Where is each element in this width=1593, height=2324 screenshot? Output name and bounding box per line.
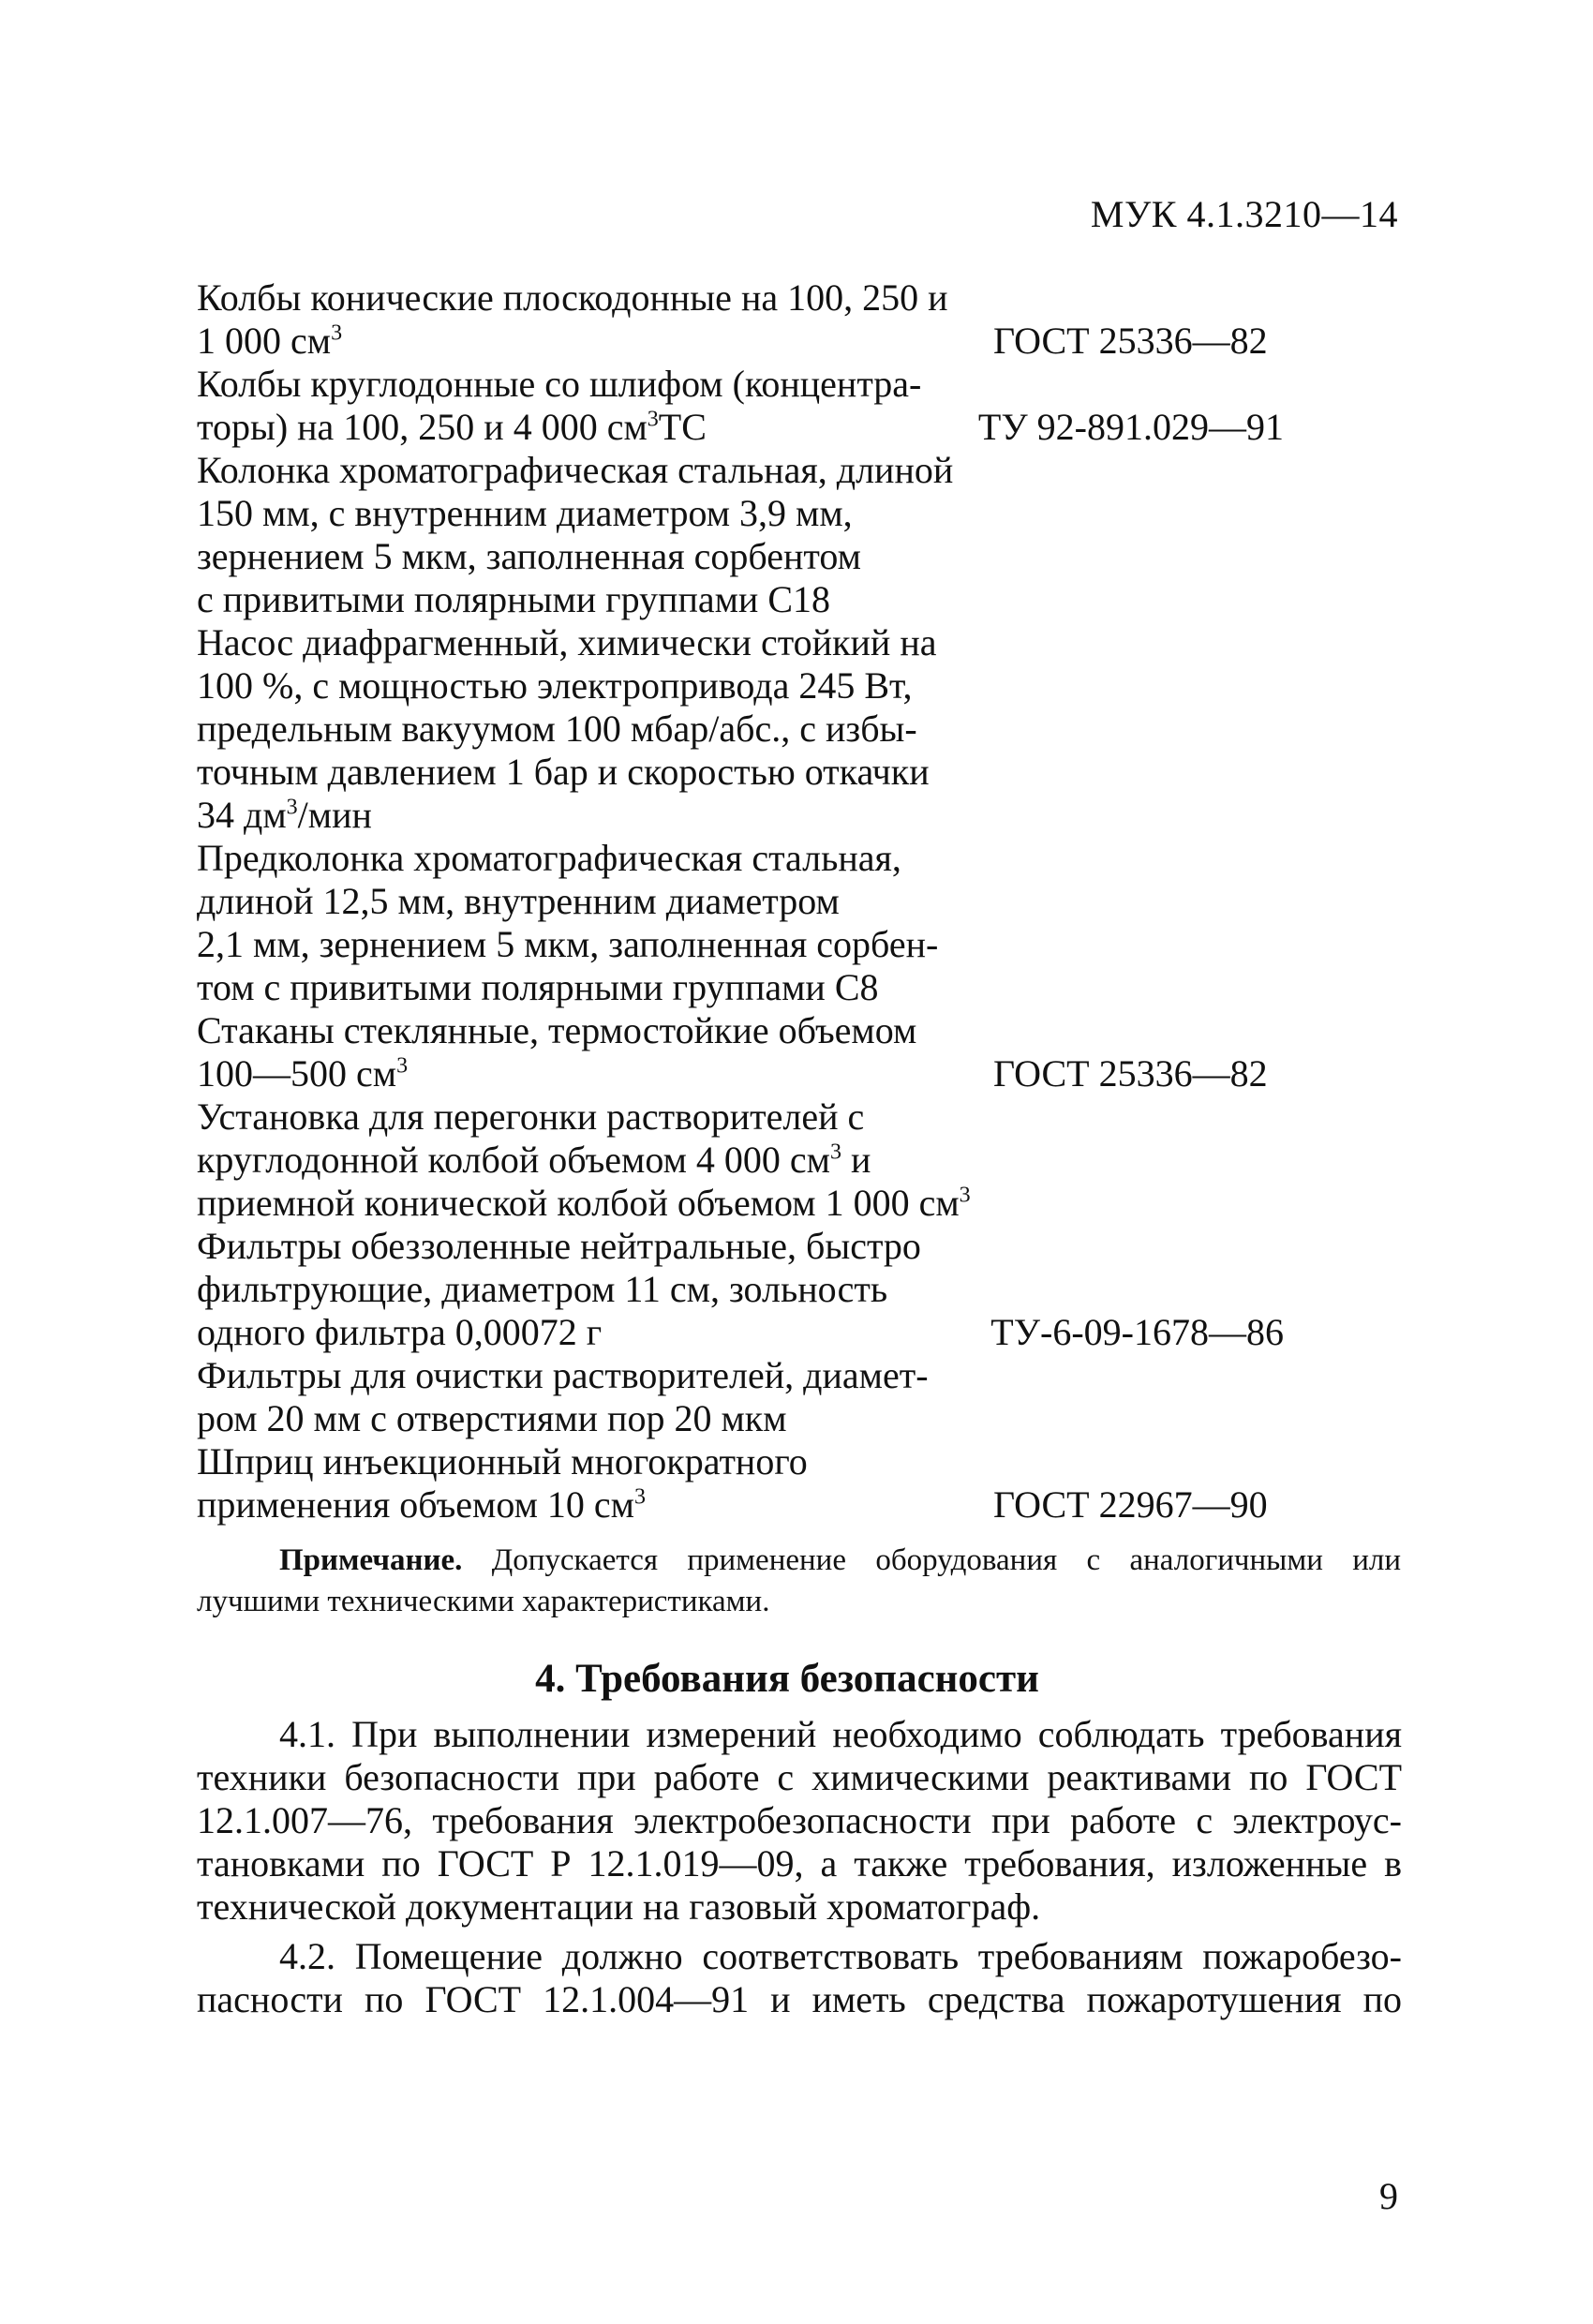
equipment-item: [197, 1225, 1284, 1354]
superscript: 3: [829, 1140, 841, 1165]
equipment-line: зернением 5 мкм, заполненная сорбентом: [197, 535, 861, 577]
section-title: [0, 1656, 1593, 1702]
equipment-line: Колбы круглодонные со шлифом (концентра-: [197, 363, 922, 405]
equipment-line: Фильтры обеззоленные нейтральные, быстро: [197, 1225, 921, 1267]
equipment-item: [197, 1354, 1284, 1440]
document-code: МУК 4.1.3210—14: [1090, 193, 1398, 235]
equipment-line: Установка для перегонки растворителей с: [197, 1095, 865, 1138]
equipment-line: ром 20 мм с отверстиями пор 20 мкм: [197, 1397, 787, 1439]
equipment-line-tail: и: [841, 1139, 871, 1181]
equipment-line: одного фильтра 0,00072 г: [197, 1311, 603, 1353]
equipment-line: применения объемом 10 см: [197, 1483, 634, 1526]
equipment-item: [197, 1095, 1284, 1225]
equipment-line: Шприц инъекционный многократного: [197, 1440, 808, 1482]
equipment-standard: ТУ-6-09-1678—86: [990, 1311, 1284, 1353]
equipment-line: 2,1 мм, зернением 5 мкм, заполненная сорбен-: [197, 923, 939, 965]
equipment-item: [197, 363, 1284, 449]
equipment-item: [197, 1440, 1284, 1527]
equipment-line: приемной конической колбой объемом 1 000 см: [197, 1182, 960, 1224]
equipment-line: 150 мм, с внутренним диаметром 3,9 мм,: [197, 492, 853, 534]
equipment-line: с привитыми полярными группами С18: [197, 578, 831, 620]
equipment-line: круглодонной колбой объемом 4 000 см: [197, 1139, 830, 1181]
paragraph-line: 4.1. При выполнении измерений необходимо соблюдать требования: [279, 1713, 1402, 1755]
equipment-line: Насос диафрагменный, химически стойкий на: [197, 621, 937, 663]
equipment-standard: ТУ 92-891.029—91: [977, 406, 1284, 448]
note-text: Допускается применение оборудования с аналогичными или: [491, 1543, 1402, 1577]
equipment-line: Колбы конические плоскодонные на 100, 250 и: [197, 276, 948, 319]
equipment-line: том с привитыми полярными группами С8: [197, 966, 879, 1008]
note-text: лучшими техническими характеристиками.: [197, 1585, 770, 1618]
note-label: Примечание.: [279, 1543, 463, 1577]
equipment-standard: ГОСТ 25336—82: [993, 320, 1268, 362]
paragraph-line: 12.1.007—76, требования электробезопасности при работе с электроус-: [197, 1799, 1402, 1841]
equipment-line-tail: /мин: [297, 794, 372, 836]
equipment-line: 100 %, с мощностью электропривода 245 Вт,: [197, 664, 913, 707]
paragraph-line: технической документации на газовый хроматограф.: [197, 1885, 1041, 1928]
paragraph-line: техники безопасности при работе с химическими реактивами по ГОСТ: [197, 1756, 1402, 1798]
equipment-line: фильтрующие, диаметром 11 см, зольность: [197, 1268, 888, 1310]
equipment-line: длиной 12,5 мм, внутренним диаметром: [197, 880, 840, 922]
paragraph-line: 4.2. Помещение должно соответствовать требованиям пожаробезо-: [279, 1935, 1402, 1977]
equipment-item: [197, 1009, 1284, 1095]
equipment-item: [197, 449, 1284, 621]
equipment-item: [197, 621, 1284, 837]
equipment-line: торы) на 100, 250 и 4 000 см: [197, 406, 648, 448]
equipment-standard: ГОСТ 22967—90: [993, 1483, 1268, 1526]
superscript: 3: [396, 1053, 409, 1079]
paragraph-4-2: [197, 1935, 1402, 2021]
equipment-line: Фильтры для очистки растворителей, диамет-: [197, 1354, 929, 1396]
paragraph-line: тановками по ГОСТ Р 12.1.019—09, а также требования, изложенные в: [197, 1842, 1402, 1885]
section-title-text: 4. Требования безопасности: [535, 1657, 1039, 1701]
equipment-line: Стаканы стеклянные, термостойкие объемом: [197, 1009, 917, 1051]
equipment-standard: ГОСТ 25336—82: [993, 1052, 1268, 1095]
superscript: 3: [633, 1484, 646, 1510]
equipment-line: предельным вакуумом 100 мбар/абс., с избы-: [197, 708, 917, 750]
note-block: [197, 1540, 1401, 1622]
equipment-item: [197, 837, 1284, 1009]
equipment-line: 100—500 см: [197, 1052, 397, 1095]
superscript: 3: [286, 795, 298, 820]
equipment-line-tail: ТС: [658, 406, 707, 448]
equipment-line: Колонка хроматографическая стальная, длиной: [197, 449, 954, 491]
page-number: 9: [1379, 2175, 1398, 2217]
paragraph-4-1: [197, 1713, 1402, 1929]
superscript: 3: [959, 1183, 971, 1208]
superscript: 3: [331, 320, 343, 346]
equipment-line: Предколонка хроматографическая стальная,: [197, 837, 901, 879]
equipment-line: точным давлением 1 бар и скоростью откачки: [197, 751, 930, 793]
paragraph-line: пасности по ГОСТ 12.1.004—91 и иметь средства пожаротушения по: [197, 1978, 1402, 2020]
equipment-item: [197, 276, 1284, 363]
equipment-list: [197, 276, 1284, 1527]
equipment-line: 1 000 см: [197, 320, 332, 362]
superscript: 3: [647, 407, 659, 432]
equipment-line: 34 дм: [197, 794, 287, 836]
